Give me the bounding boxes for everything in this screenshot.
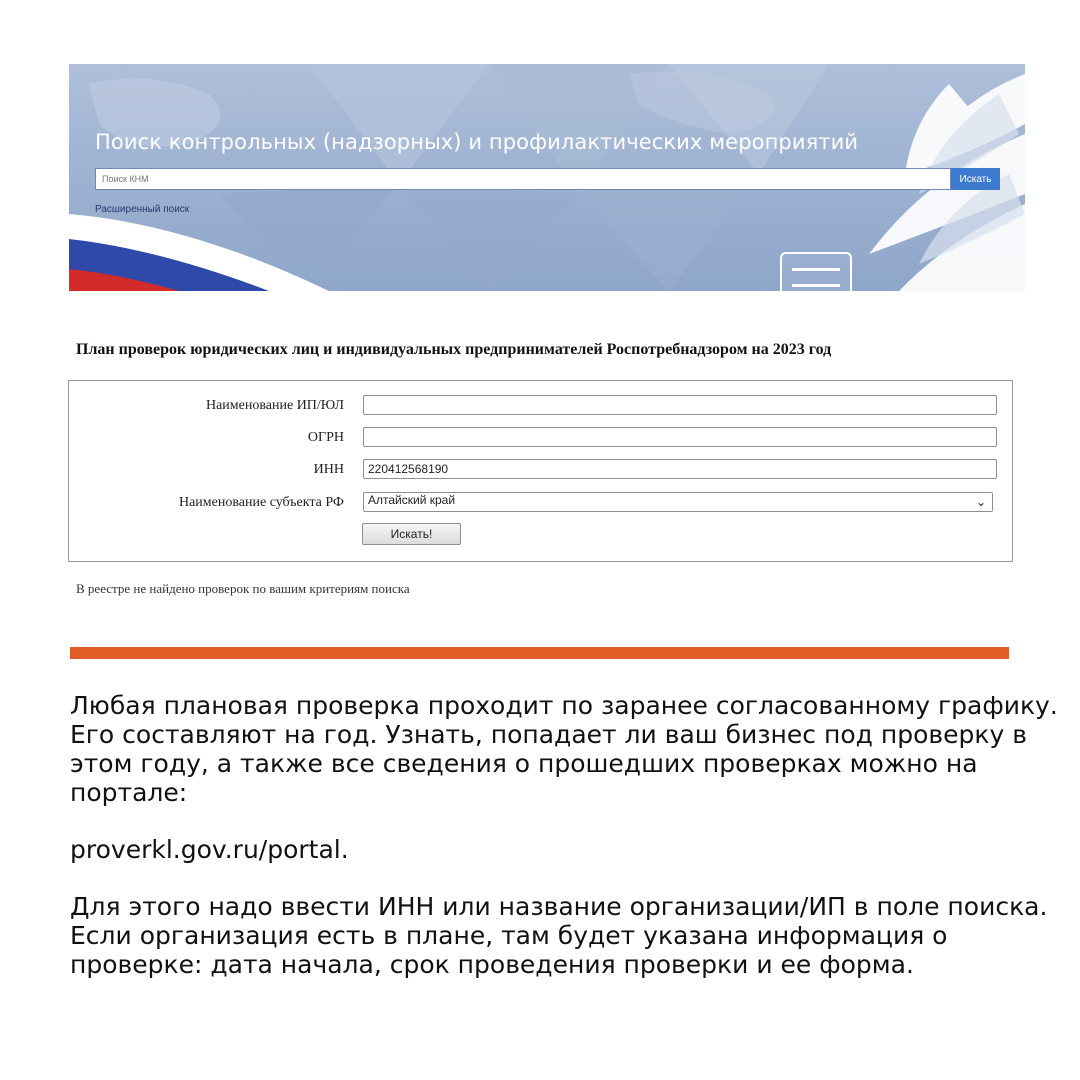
portal-title: Поиск контрольных (надзорных) и профилактических мероприятий <box>95 130 859 154</box>
region-select[interactable] <box>363 492 993 512</box>
knm-search-button[interactable]: Искать <box>951 168 1000 190</box>
inn-label: ИНН <box>313 462 344 477</box>
portal-link[interactable]: proverkl.gov.ru/portal. <box>70 835 349 864</box>
orange-divider <box>70 647 1009 659</box>
name-label: Наименование ИП/ЮЛ <box>205 398 344 413</box>
knm-search-bar <box>95 168 1000 190</box>
form-row-name <box>69 395 1014 417</box>
ogrn-label: ОГРН <box>307 430 344 445</box>
name-input[interactable] <box>363 395 997 415</box>
inn-input[interactable] <box>363 459 997 479</box>
hamburger-menu-icon[interactable] <box>780 252 852 291</box>
plan-search-form <box>68 380 1013 562</box>
region-label: Наименование субъекта РФ <box>178 495 344 510</box>
plan-search-button[interactable]: Искать! <box>362 523 461 545</box>
plan-title: План проверок юридических лиц и индивидуальных предпринимателей Роспотребнадзором на 2023 год <box>76 341 832 358</box>
portal-header-banner <box>69 64 1025 291</box>
knm-search-input[interactable] <box>95 168 951 190</box>
article-paragraph-2: Для этого надо ввести ИНН или название организации/ИП в поле поиска. Если организация есть в плане, там будет указана информация о проверке: дата начала, срок проведения проверки и ее форма. <box>70 892 1048 979</box>
no-results-message: В реестре не найдено проверок по вашим критериям поиска <box>76 581 410 596</box>
form-row-region <box>69 492 1014 514</box>
article-paragraph-1: Любая плановая проверка проходит по заранее согласованному графику. Его составляют на год. Узнать, попадает ли ваш бизнес под проверку в этом году, а также все сведения о прошедших проверках можно на портале: <box>70 691 1058 807</box>
chevron-down-icon: ⌄ <box>975 495 986 509</box>
region-select-value: Алтайский край <box>368 493 456 507</box>
form-row-inn <box>69 459 1014 481</box>
advanced-search-link[interactable]: Расширенный поиск <box>95 204 190 215</box>
form-row-ogrn <box>69 427 1014 449</box>
ogrn-input[interactable] <box>363 427 997 447</box>
